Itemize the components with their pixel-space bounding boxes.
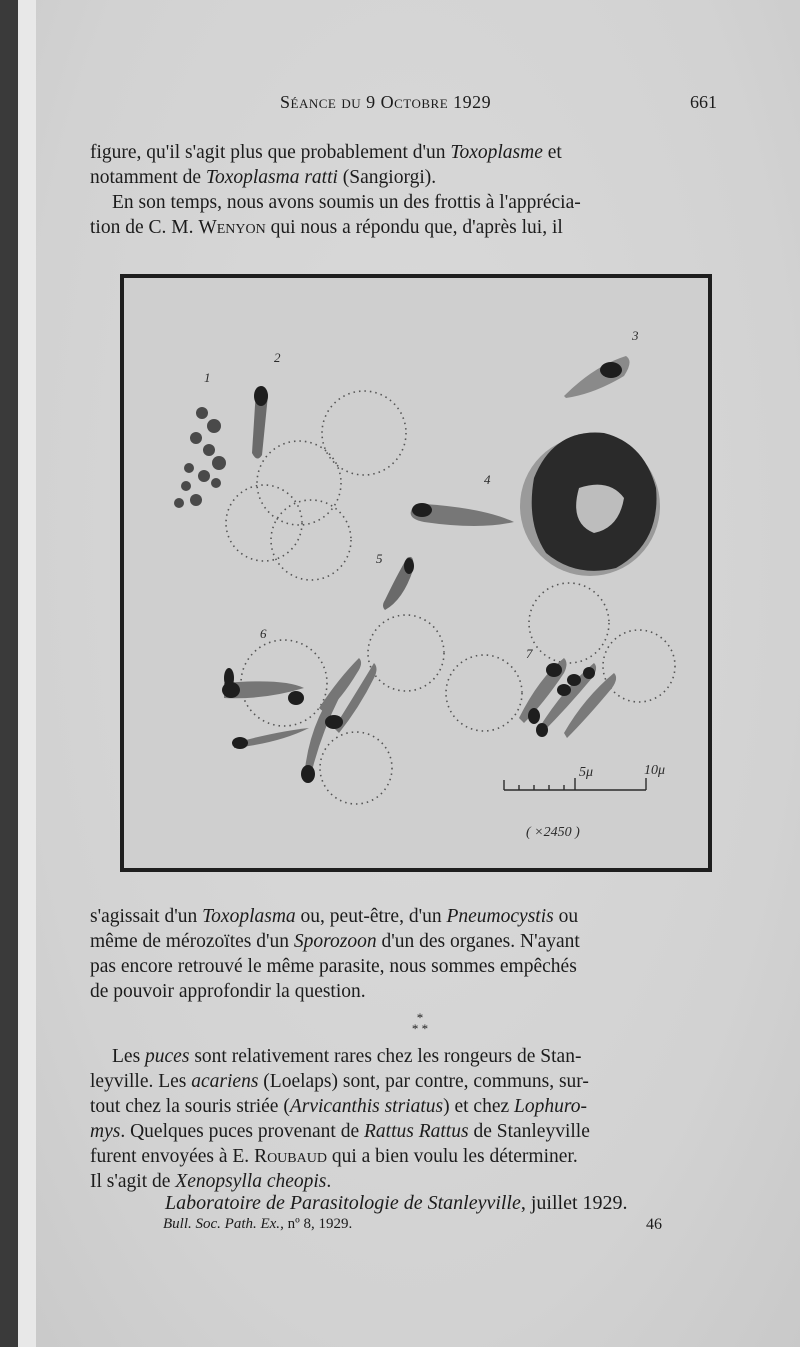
text-line: En son temps, nous avons soumis un des frottis à l'apprécia- bbox=[112, 192, 581, 213]
figure-label: 6 bbox=[260, 626, 267, 641]
figure-label: 1 bbox=[204, 370, 211, 385]
text-line: notamment de Toxoplasma ratti (Sangiorgi). bbox=[90, 167, 437, 188]
figure-label: 4 bbox=[484, 472, 491, 487]
laboratory-line: Laboratoire de Parasitologie de Stanleyville, juillet 1929. bbox=[165, 1192, 628, 1214]
text-line: mys. Quelques puces provenant de Rattus Rattus de Stanleyville bbox=[90, 1121, 590, 1142]
text-line: leyville. Les acariens (Loelaps) sont, par contre, communs, sur- bbox=[90, 1071, 589, 1092]
text-line: Il s'agit de Xenopsylla cheopis. bbox=[90, 1171, 332, 1192]
figure-label: 5 bbox=[376, 551, 383, 566]
text-line: pas encore retrouvé le même parasite, nous sommes empêchés bbox=[90, 956, 577, 977]
text-line: tion de C. M. Wenyon qui nous a répondu que, d'après lui, il bbox=[90, 217, 563, 238]
figure-label: 3 bbox=[632, 328, 639, 343]
scale-bar bbox=[504, 778, 646, 790]
running-head: Séance du 9 Octobre 1929 bbox=[280, 92, 492, 112]
text-line: tout chez la souris striée (Arvicanthis striatus) et chez Lophuro- bbox=[90, 1096, 587, 1117]
signature-mark: 46 bbox=[646, 1216, 662, 1233]
text-line: figure, qu'il s'agit plus que probablement d'un Toxoplasme et bbox=[90, 142, 562, 163]
text-line: furent envoyées à E. Roubaud qui a bien voulu les déterminer. bbox=[90, 1146, 578, 1167]
figure-label: 7 bbox=[526, 646, 533, 661]
paragraph-4 bbox=[90, 1044, 740, 1194]
text-line: s'agissait d'un Toxoplasma ou, peut-être, d'un Pneumocystis ou bbox=[90, 906, 579, 927]
bulletin-reference: Bull. Soc. Path. Ex., nº 8, 1929. bbox=[163, 1216, 353, 1232]
paragraph-1 bbox=[90, 140, 740, 240]
figure-drawing bbox=[124, 278, 708, 868]
page-edge bbox=[18, 0, 36, 1347]
scale-end-label: 10μ bbox=[644, 763, 666, 778]
section-separator: * * * bbox=[411, 1010, 429, 1036]
paragraph-3 bbox=[90, 904, 740, 1004]
figure-label: 2 bbox=[274, 350, 281, 365]
magnification-label: ( ×2450 ) bbox=[526, 825, 580, 840]
text-line: Les puces sont relativement rares chez les rongeurs de Stan- bbox=[112, 1046, 582, 1067]
figure-plate bbox=[120, 274, 712, 872]
text-line: de pouvoir approfondir la question. bbox=[90, 981, 366, 1002]
scale-label: 5μ bbox=[579, 765, 594, 780]
text-line: même de mérozoïtes d'un Sporozoon d'un des organes. N'ayant bbox=[90, 931, 580, 952]
page-number: 661 bbox=[690, 92, 717, 112]
